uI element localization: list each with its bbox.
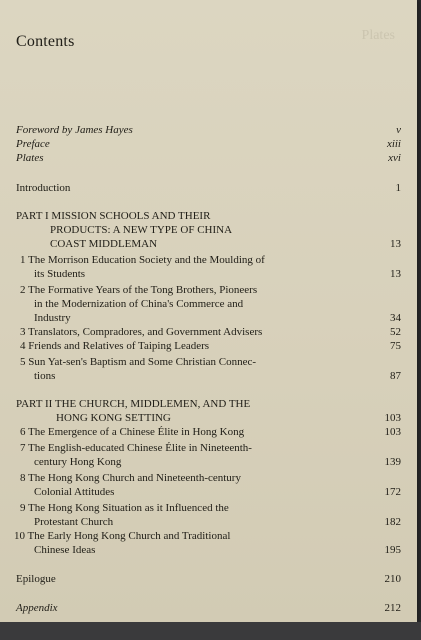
toc-page-chapter-1: 13 [390,268,401,280]
bleed-through-text: Plates [361,28,395,43]
toc-chapter-5-line1: 5 Sun Yat-sen's Baptism and Some Christian Connec- [20,356,257,368]
toc-chapter-5-line2: tions [34,370,56,382]
toc-chapter-4-line1: 4 Friends and Relatives of Taiping Leaders [20,340,210,352]
toc-page-chapter-4: 75 [390,340,401,352]
viewer-bottom-bar [0,622,421,640]
toc-page-introduction: 1 [395,182,401,194]
toc-entry-introduction: Introduction [16,182,71,194]
toc-page-chapter-6: 103 [384,426,401,438]
toc-page-chapter-7: 139 [384,456,401,468]
toc-entry-plates: Plates [16,152,44,164]
part-heading-1-line3: COAST MIDDLEMAN [50,238,158,250]
toc-chapter-8-line2: Colonial Attitudes [34,486,115,498]
toc-chapter-6-line1: 6 The Emergence of a Chinese Élite in Hong Kong [20,426,245,438]
toc-chapter-7-line2: century Hong Kong [34,456,122,468]
toc-page-appendix: 212 [384,602,401,614]
toc-page-chapter-8: 172 [384,486,401,498]
toc-page-chapter-10: 195 [384,544,401,556]
part-heading-2-line1: PART II THE CHURCH, MIDDLEMEN, AND THE [16,398,251,410]
toc-page-chapter-2: 34 [390,312,401,324]
part-heading-1-line1: PART I MISSION SCHOOLS AND THEIR [16,210,211,222]
toc-chapter-10-line2: Chinese Ideas [34,544,96,556]
toc-chapter-8-line1: 8 The Hong Kong Church and Nineteenth-century [20,472,241,484]
toc-page-chapter-3: 52 [390,326,401,338]
toc-page-plates: xvi [388,152,401,164]
toc-page-foreword: v [396,124,401,136]
toc-chapter-7-line1: 7 The English-educated Chinese Élite in Nineteenth- [20,442,252,454]
toc-chapter-2-line1: 2 The Formative Years of the Tong Brothers, Pioneers [20,284,258,296]
toc-chapter-1-line1: 1 The Morrison Education Society and the Moulding of [20,254,265,266]
toc-entry-preface: Preface [16,138,50,150]
part-heading-2-line2: HONG KONG SETTING [56,412,171,424]
toc-page-chapter-5: 87 [390,370,401,382]
toc-entry-appendix: Appendix [16,602,58,614]
toc-chapter-9-line2: Protestant Church [34,516,114,528]
toc-chapter-2-line3: Industry [34,312,71,324]
toc-chapter-9-line1: 9 The Hong Kong Situation as it Influenced the [20,502,229,514]
toc-page-preface: xiii [386,138,401,150]
page-title: Contents [16,33,75,50]
toc-page-part1: 13 [390,238,401,250]
toc-entry-foreword: Foreword by James Hayes [16,124,133,136]
toc-chapter-1-line2: its Students [34,268,86,280]
toc-page-epilogue: 210 [384,573,401,585]
toc-page-part2: 103 [384,412,401,424]
toc-chapter-2-line2: in the Modernization of China's Commerce and [34,298,244,310]
part-heading-1-line2: PRODUCTS: A NEW TYPE OF CHINA [50,224,233,236]
toc-entry-epilogue: Epilogue [16,573,56,585]
toc-chapter-3-line1: 3 Translators, Compradores, and Government Advisers [20,326,263,338]
toc-page-chapter-9: 182 [384,516,401,528]
toc-chapter-10-line1: 10 The Early Hong Kong Church and Traditional [14,530,231,542]
